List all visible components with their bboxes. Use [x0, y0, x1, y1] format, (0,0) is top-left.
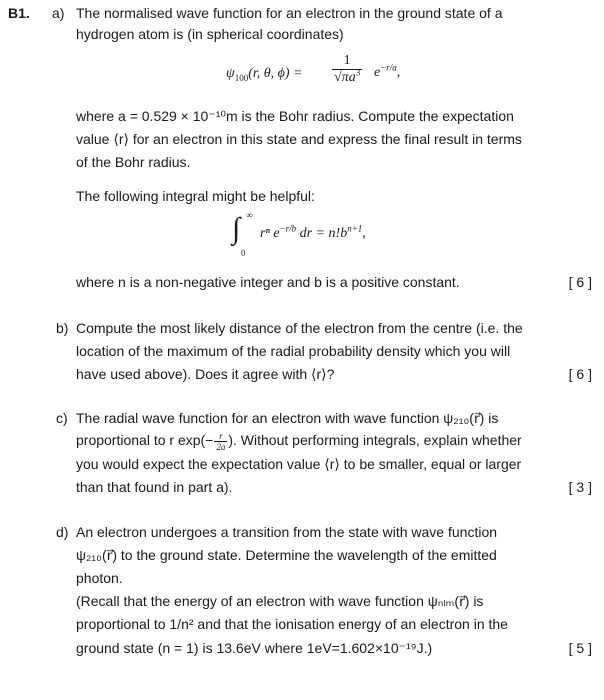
part-a-where-line-3: of the Bohr radius. — [76, 154, 191, 170]
psi-arguments: (r, θ, ϕ) = — [248, 66, 303, 81]
part-b-label: b) — [56, 320, 69, 336]
equation-comma: , — [396, 65, 401, 80]
helpful-integral-intro: The following integral might be helpful: — [76, 188, 315, 204]
part-b-line-1: Compute the most likely distance of the electron from the centre (i.e. the — [76, 320, 523, 336]
part-c-line-2-prefix: proportional to r exp(− — [76, 432, 214, 449]
part-d-line-1: An electron undergoes a transition from the state with wave function — [76, 524, 498, 540]
part-d-line-4: (Recall that the energy of an electron with wave function ψₙₗₘ(r⃗) is — [76, 593, 484, 609]
part-c-line-3: you would expect the expectation value ⟨r⟩ to be smaller, equal or larger — [76, 456, 522, 472]
part-d-marks: [ 5 ] — [568, 640, 592, 656]
integral-upper-limit: ∞ — [246, 210, 253, 220]
integral-lower-limit: 0 — [241, 248, 246, 258]
part-c-fraction — [214, 431, 227, 452]
question-number: B1. — [8, 5, 30, 21]
part-d-line-5: proportional to 1/n² and that the ionisation energy of an electron in the — [76, 616, 508, 632]
integral-result-exponent: n+1 — [347, 223, 363, 234]
fraction-denominator: √πa — [334, 70, 356, 85]
psi-subscript: 100 — [234, 72, 249, 83]
part-c-fraction-numerator: r — [214, 431, 227, 442]
part-a-label: a) — [52, 5, 65, 21]
part-a-text-line-1: The normalised wave function for an electron in the ground state of a — [76, 5, 503, 21]
integral-sign: ∫ — [232, 212, 241, 245]
part-c-line-1: The radial wave function for an electron with wave function ψ₂₁₀(r⃗) is — [76, 410, 499, 426]
exponential-power: −r/a — [380, 62, 397, 73]
integrand: rⁿ e — [260, 226, 280, 241]
part-b-line-2: location of the maximum of the radial probability density which you will — [76, 343, 511, 359]
part-c-line-2-suffix: ). Without performing integrals, explain whether — [228, 432, 522, 449]
denominator-exponent: 3 — [355, 67, 361, 78]
fraction-numerator: 1 — [332, 53, 362, 70]
part-c-line-2 — [76, 431, 522, 452]
exponential-base: e — [374, 65, 381, 80]
part-c-fraction-denominator: 2a — [216, 442, 226, 452]
part-d-line-6: ground state (n = 1) is 13.6eV where 1eV=1.602×10⁻¹⁹J.) — [76, 640, 433, 656]
part-a-where-line-1: where a = 0.529 × 10⁻¹⁰m is the Bohr radius. Compute the expectation — [76, 108, 514, 124]
part-d-label: d) — [56, 524, 69, 540]
part-a-where-line-2: value ⟨r⟩ for an electron in this state and express the final result in terms — [76, 131, 522, 147]
normalisation-fraction — [332, 53, 362, 86]
part-c-label: c) — [56, 410, 68, 426]
part-d-line-2: ψ₂₁₀(r⃗) to the ground state. Determine the wavelength of the emitted — [76, 547, 497, 563]
integral-result: dr = n!b — [299, 226, 348, 241]
psi-symbol: ψ — [226, 66, 235, 81]
helpful-integral — [232, 212, 432, 262]
part-b-marks: [ 6 ] — [568, 366, 592, 382]
part-b-line-3: have used above). Does it agree with ⟨r⟩? — [76, 366, 335, 382]
part-a-where-n: where n is a non-negative integer and b is a positive constant. — [76, 274, 460, 290]
part-c-line-4: than that found in part a). — [76, 479, 233, 495]
integral-comma: , — [362, 226, 366, 241]
part-c-marks: [ 3 ] — [568, 479, 592, 495]
integrand-exponent: −r/b — [279, 223, 297, 234]
part-a-marks: [ 6 ] — [568, 274, 592, 290]
part-a-text-line-2: hydrogen atom is (in spherical coordinates) — [76, 26, 344, 42]
part-d-line-3: photon. — [76, 570, 123, 586]
